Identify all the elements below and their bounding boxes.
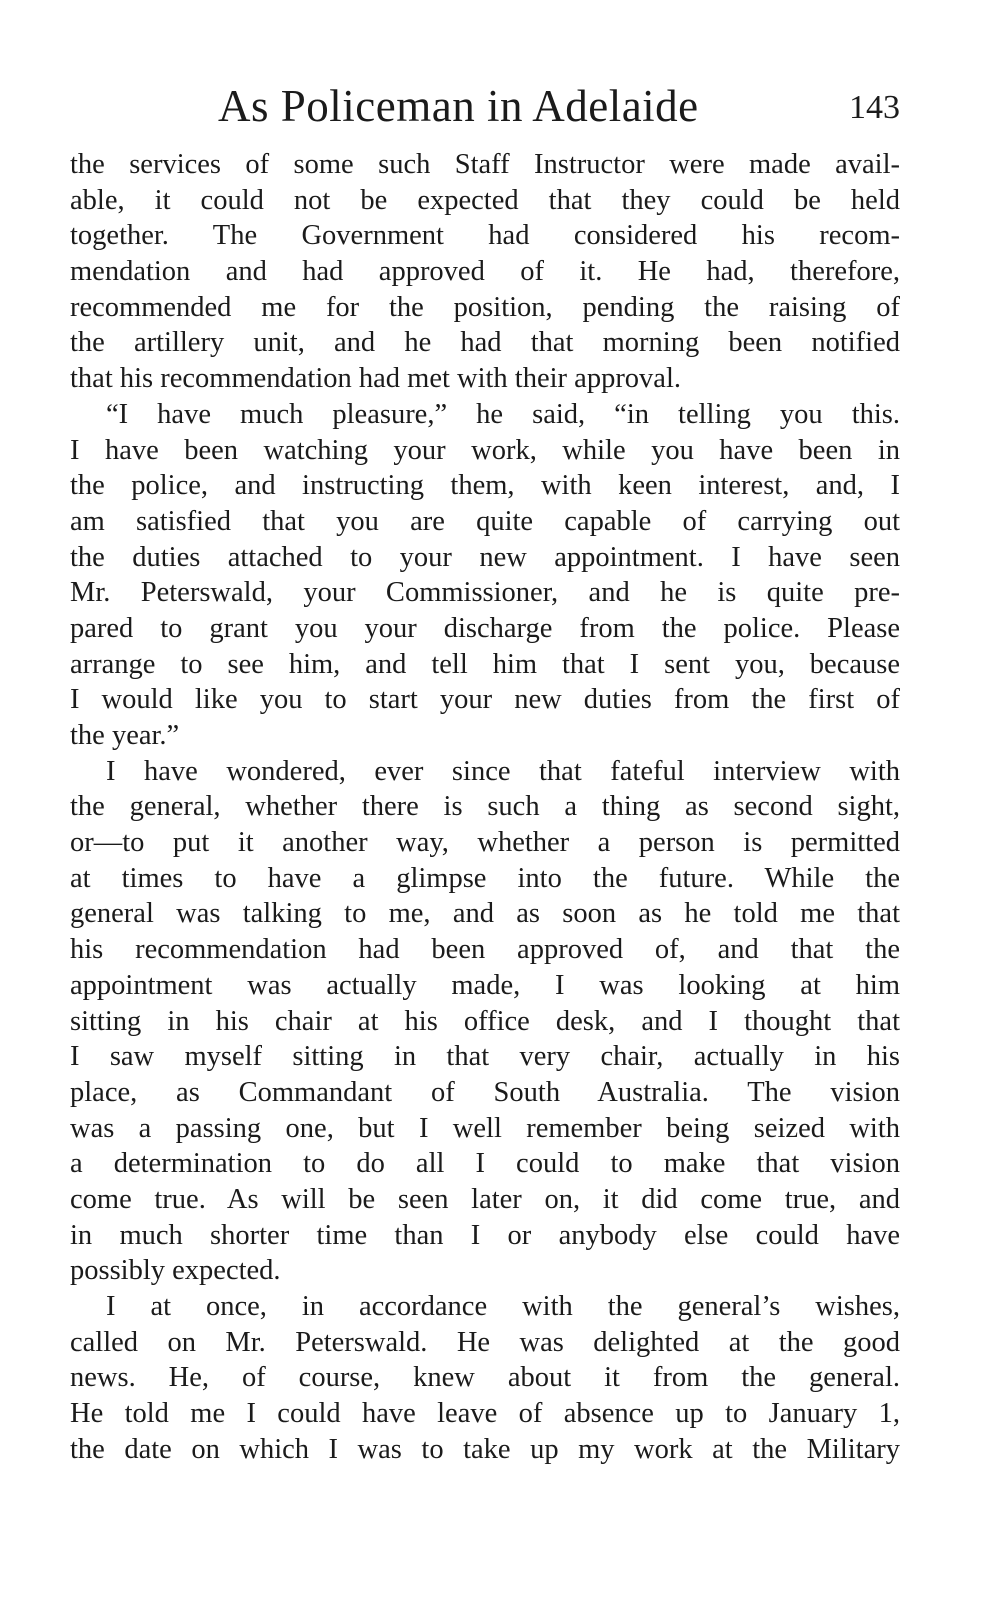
text-line: in much shorter time than I or anybody else could have	[70, 1219, 900, 1251]
running-head	[70, 78, 900, 134]
text-line: place, as Commandant of South Australia. The vision	[70, 1076, 900, 1108]
text-line: I at once, in accordance with the general’s wishes,	[106, 1291, 900, 1322]
text-line: I would like you to start your new duties from the first of	[70, 684, 900, 716]
body-text	[70, 147, 900, 1467]
text-line: able, it could not be expected that they could be held	[70, 184, 900, 216]
text-line: I have been watching your work, while you have been in	[70, 434, 900, 466]
text-line: pared to grant you your discharge from the police. Please	[70, 612, 900, 644]
text-line: am satisfied that you are quite capable of carrying out	[70, 505, 900, 537]
text-line: or—to put it another way, whether a person is permitted	[70, 827, 900, 859]
text-line: the year.”	[70, 720, 180, 751]
text-line: was a passing one, but I well remember being seized with	[70, 1112, 900, 1144]
text-line: I saw myself sitting in that very chair, actually in his	[70, 1041, 900, 1073]
text-line: mendation and had approved of it. He had, therefore,	[70, 256, 900, 288]
text-line: sitting in his chair at his office desk, and I thought that	[70, 1005, 900, 1037]
text-line: “I have much pleasure,” he said, “in telling you this.	[106, 398, 900, 430]
text-line: arrange to see him, and tell him that I sent you, because	[70, 648, 900, 680]
text-line: general was talking to me, and as soon as he told me that	[70, 898, 900, 930]
text-line: the services of some such Staff Instructor were made avail-	[70, 149, 900, 180]
text-line: a determination to do all I could to make that vision	[70, 1148, 900, 1180]
text-line: at times to have a glimpse into the future. While the	[70, 862, 900, 894]
text-line: appointment was actually made, I was looking at him	[70, 969, 900, 1001]
text-line: possibly expected.	[70, 1255, 281, 1287]
text-line: recommended me for the position, pending the raising of	[70, 291, 900, 323]
text-line: He told me I could have leave of absence up to January 1,	[70, 1398, 900, 1430]
text-line: that his recommendation had met with their approval.	[70, 363, 681, 395]
text-line: news. He, of course, knew about it from the general.	[70, 1362, 900, 1394]
text-line: the artillery unit, and he had that morning been notified	[70, 327, 900, 359]
text-line: his recommendation had been approved of, and that the	[70, 934, 900, 966]
page-number: 143	[849, 89, 900, 126]
text-line: come true. As will be seen later on, it did come true, and	[70, 1183, 900, 1215]
text-line: the date on which I was to take up my work at the Military	[70, 1433, 900, 1465]
running-title: As Policeman in Adelaide	[218, 81, 699, 131]
text-line: together. The Government had considered his recom-	[70, 220, 900, 252]
text-line: called on Mr. Peterswald. He was delighted at the good	[70, 1326, 900, 1358]
text-line: the general, whether there is such a thing as second sight,	[70, 791, 900, 823]
text-line: the duties attached to your new appointment. I have seen	[70, 541, 900, 573]
text-line: I have wondered, ever since that fateful interview with	[106, 755, 900, 787]
text-line: Mr. Peterswald, your Commissioner, and he is quite pre-	[70, 577, 900, 609]
text-line: the police, and instructing them, with keen interest, and, I	[70, 470, 900, 502]
